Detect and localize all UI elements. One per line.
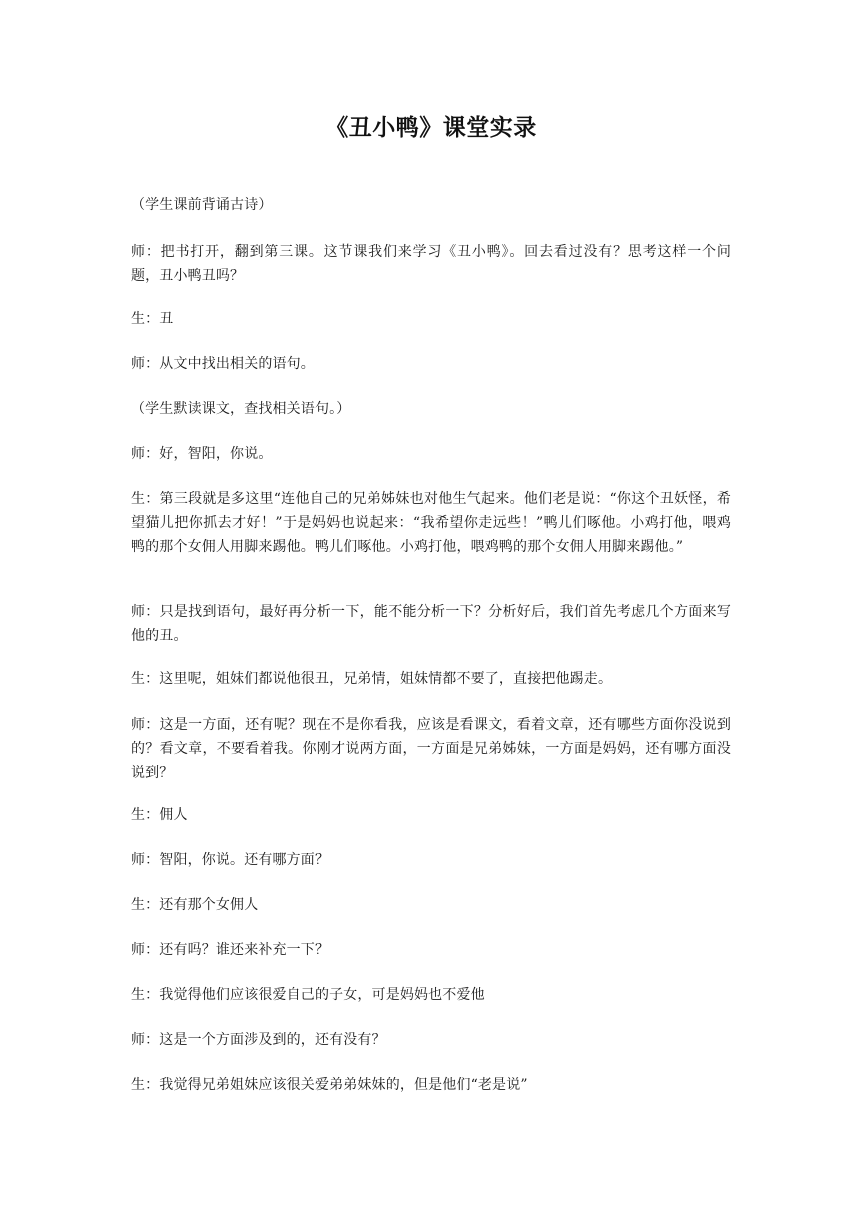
paragraph: 师：这是一方面，还有呢？现在不是你看我，应该是看课文，看着文章，还有哪些方面你没说到的？看文章，不要看着我。你刚才说两方面，一方面是兄弟姊妹，一方面是妈妈，还有哪方面没说到？: [131, 717, 731, 781]
paragraph: 师：把书打开，翻到第三课。这节课我们来学习《丑小鸭》。回去看过没有？思考这样一个问题，丑小鸭丑吗？: [131, 244, 731, 284]
document-title: 《丑小鸭》课堂实录: [325, 115, 537, 141]
paragraph: 师：从文中找出相关的语句。: [131, 356, 315, 372]
paragraph: 师：这是一个方面涉及到的，还有没有？: [131, 1032, 386, 1048]
paragraph: 师：还有吗？谁还来补充一下？: [131, 942, 330, 958]
paragraph: 师：智阳，你说。还有哪方面？: [131, 852, 330, 868]
paragraph: 生：第三段就是多这里“连他自己的兄弟姊妹也对他生气起来。他们老是说：“你这个丑妖怪，希望猫儿把你抓去才好！”于是妈妈也说起来：“我希望你走远些！”鸭儿们啄他。小鸡打他，喂鸡鸭的那个女佣人用脚来踢他。鸭儿们啄他。小鸡打他，喂鸡鸭的那个女佣人用脚来踢他。”: [131, 491, 731, 555]
paragraph: 生：佣人: [131, 807, 188, 823]
paragraph: 生：我觉得兄弟姐妹应该很关爱弟弟妹妹的，但是他们“老是说”: [131, 1077, 528, 1093]
paragraph: 生：还有那个女佣人: [131, 897, 259, 913]
paragraph: 生：丑: [131, 311, 174, 327]
paragraph: 师：只是找到语句，最好再分析一下，能不能分析一下？分析好后，我们首先考虑几个方面来写他的丑。: [131, 604, 731, 644]
paragraph: 生：我觉得他们应该很爱自己的子女，可是妈妈也不爱他: [131, 987, 485, 1003]
paragraph: （学生课前背诵古诗）: [131, 197, 273, 213]
paragraph: 师：好，智阳，你说。: [131, 446, 273, 462]
paragraph: 生：这里呢，姐妹们都说他很丑，兄弟情，姐妹情都不要了，直接把他踢走。: [131, 671, 613, 687]
paragraph: （学生默读课文，查找相关语句。）: [131, 401, 351, 417]
